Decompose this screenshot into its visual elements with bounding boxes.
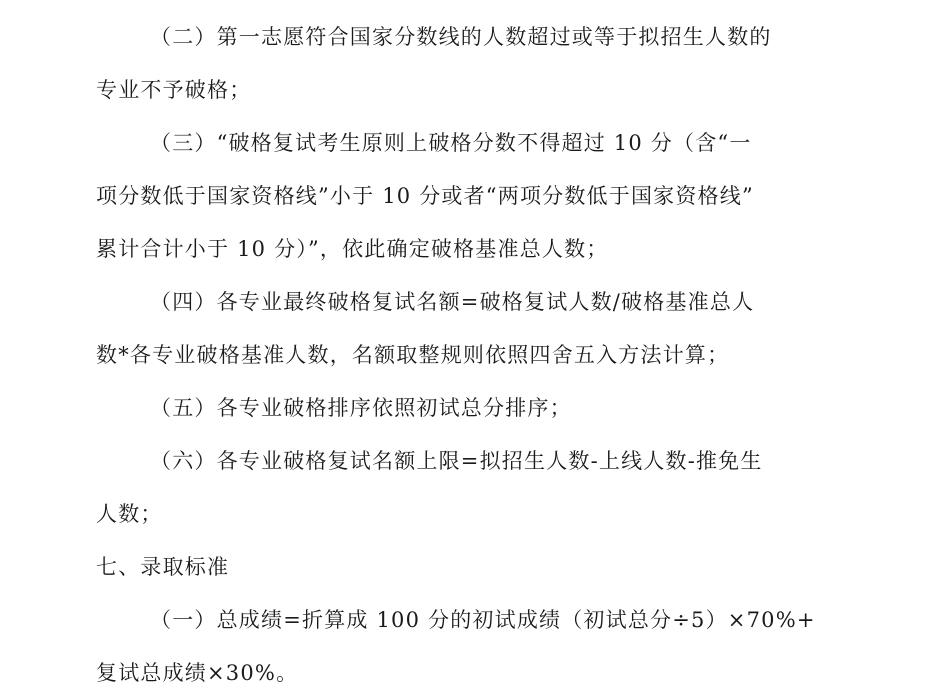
section-heading-7: 七、录取标准 [96, 555, 230, 579]
paragraph-3-line-2: 项分数低于国家资格线”小于 10 分或者“两项分数低于国家资格线” [96, 184, 754, 208]
paragraph-5-line-1: （五）各专业破格排序依照初试总分排序； [150, 396, 572, 420]
paragraph-7-1-line-2: 复试总成绩×30%。 [96, 661, 299, 685]
paragraph-3-line-1: （三）“破格复试考生原则上破格分数不得超过 10 分（含“一 [150, 131, 752, 155]
paragraph-4-line-1: （四）各专业最终破格复试名额=破格复试人数/破格基准总人 [150, 290, 755, 314]
paragraph-6-line-1: （六）各专业破格复试名额上限=拟招生人数-上线人数-推免生 [150, 449, 763, 473]
paragraph-2-line-2: 专业不予破格； [96, 78, 252, 102]
paragraph-6-line-2: 人数； [96, 502, 163, 526]
paragraph-7-1-line-1: （一）总成绩=折算成 100 分的初试成绩（初试总分÷5）×70%+ [150, 608, 816, 632]
paragraph-3-line-3: 累计合计小于 10 分）”，依此确定破格基准总人数； [96, 237, 609, 261]
paragraph-4-line-2: 数*各专业破格基准人数，名额取整规则依照四舍五入方法计算； [96, 343, 730, 367]
paragraph-2-line-1: （二）第一志愿符合国家分数线的人数超过或等于拟招生人数的 [150, 25, 772, 49]
